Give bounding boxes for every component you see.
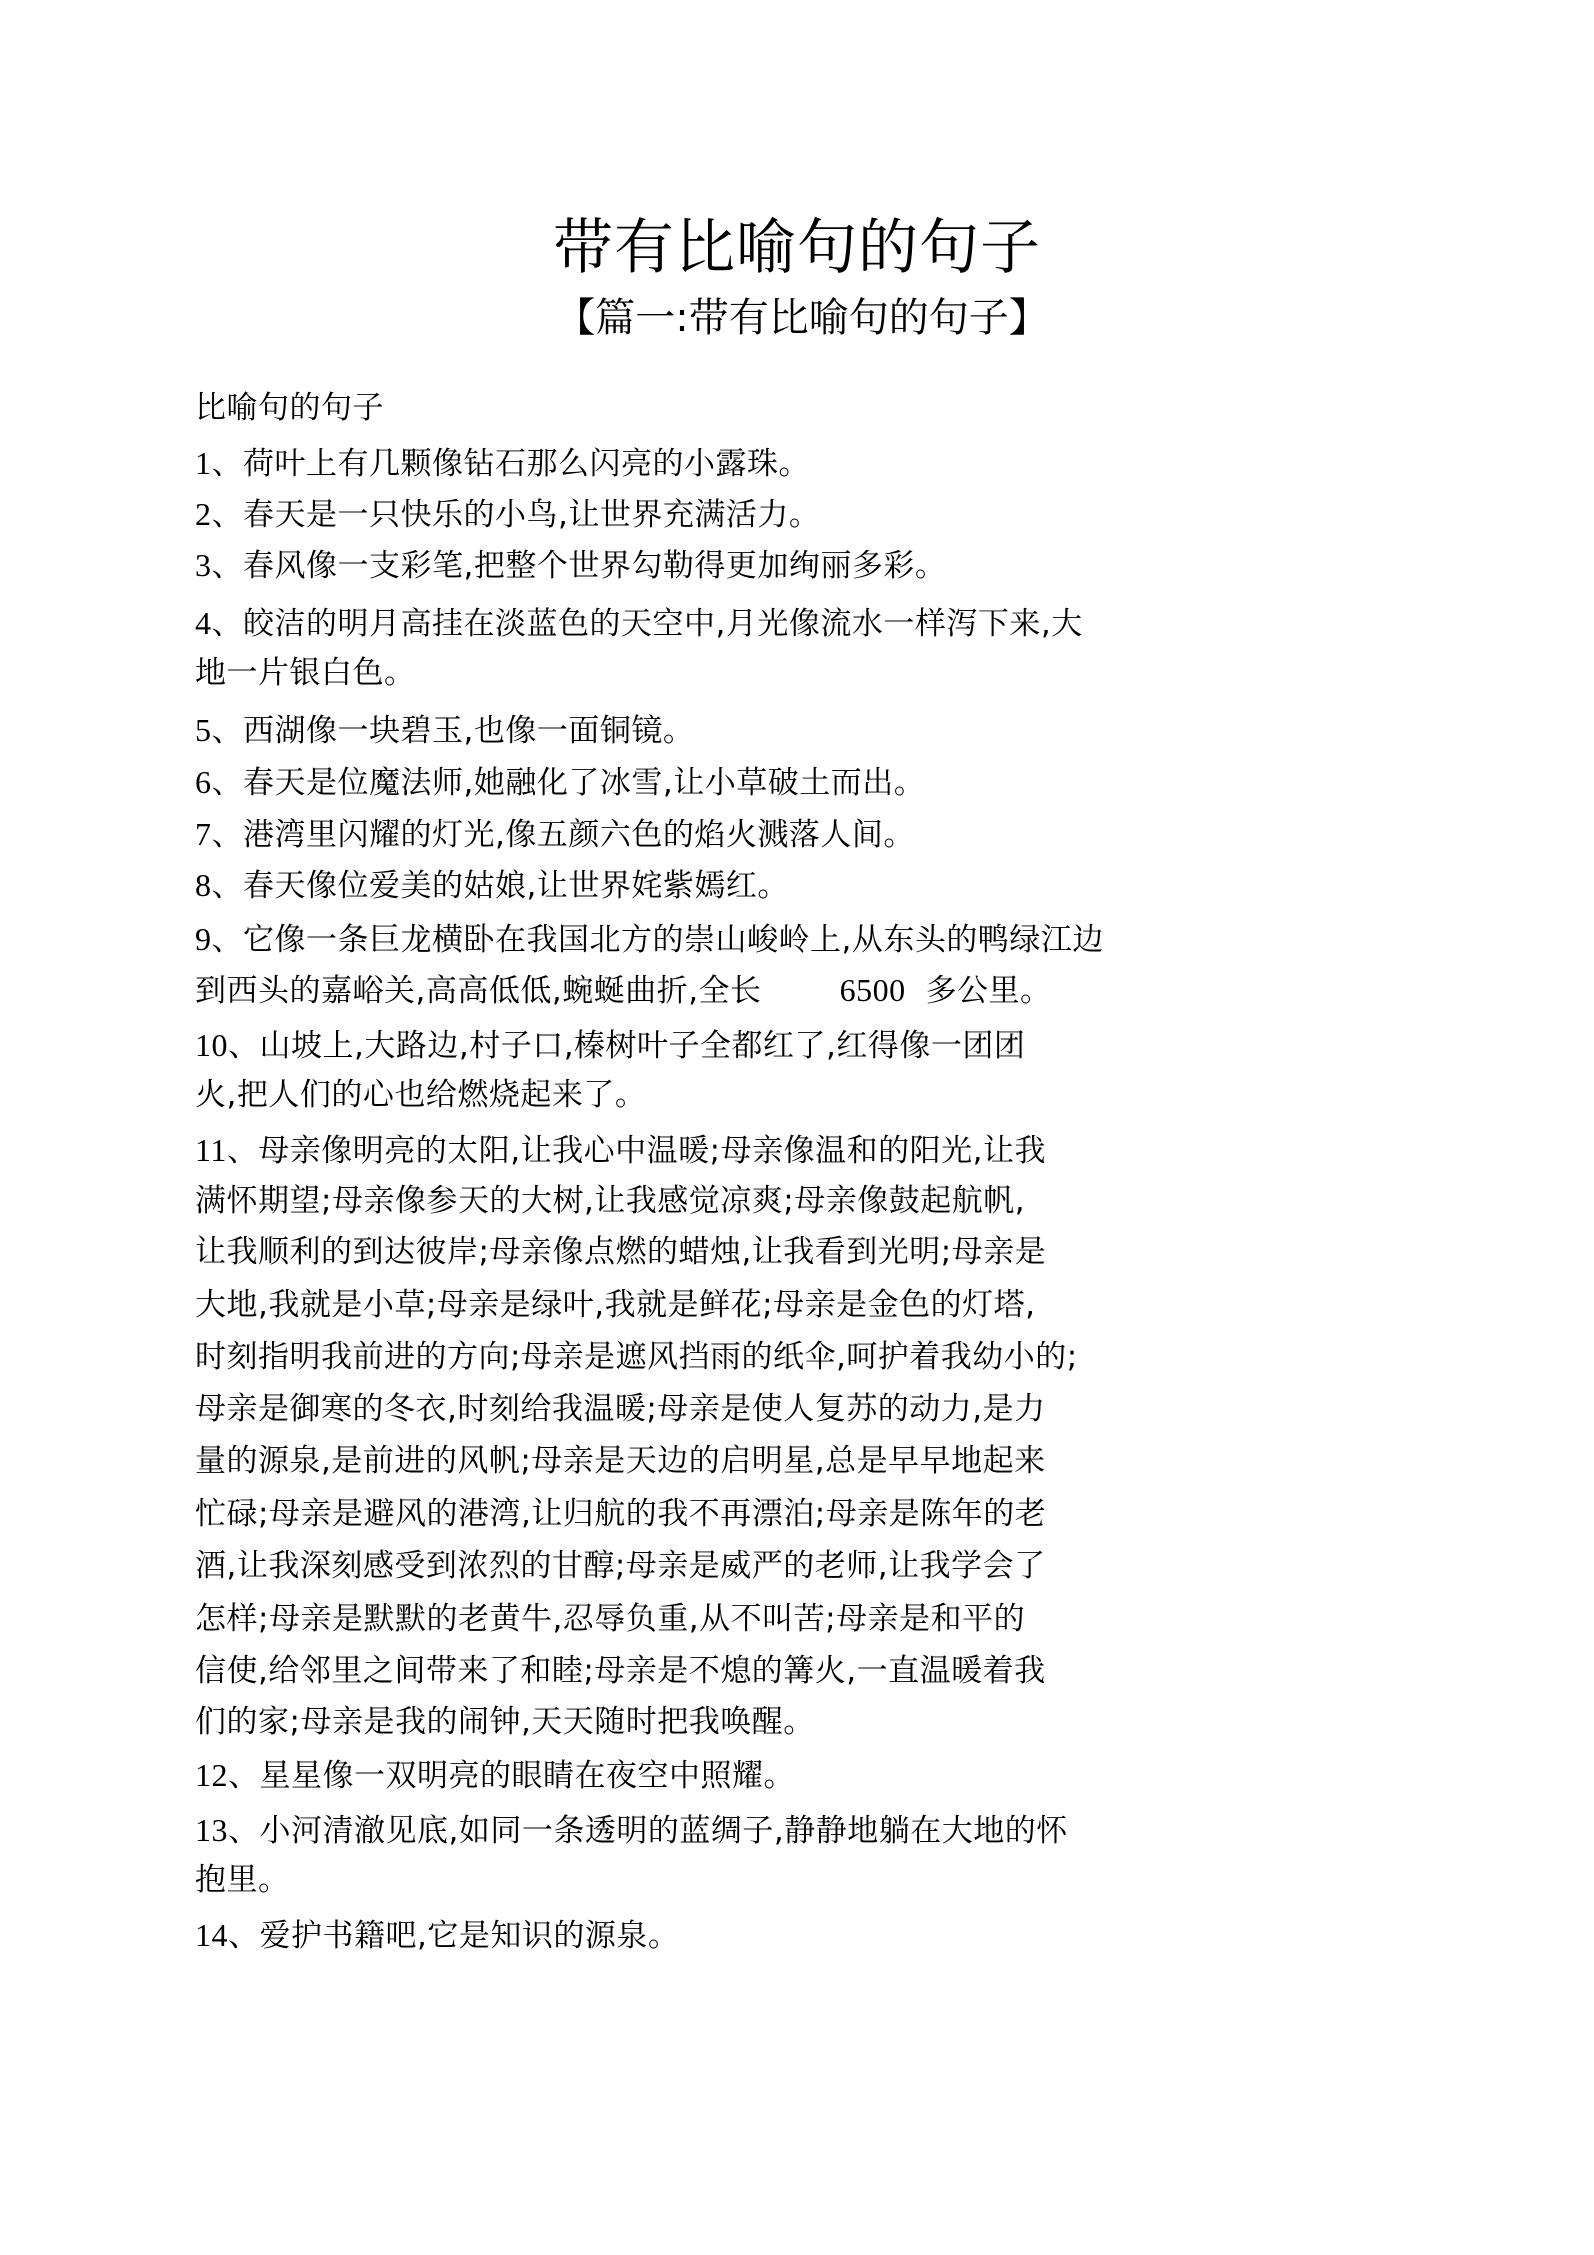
item-text: 、荷叶上有几颗像钻石那么闪亮的小露珠。 bbox=[211, 446, 810, 482]
item-text: 、春天是一只快乐的小鸟,让世界充满活力。 bbox=[211, 497, 821, 533]
item-text: 满怀期望;母亲像参天的大树,让我感觉凉爽;母亲像鼓起航帆, bbox=[195, 1183, 1026, 1219]
item-number: 2 bbox=[195, 496, 212, 532]
list-item-continuation bbox=[195, 1075, 646, 1115]
list-item-continuation bbox=[195, 1337, 1078, 1377]
item-text: 母亲是御寒的冬衣,时刻给我温暖;母亲是使人复苏的动力,是力 bbox=[195, 1391, 1046, 1427]
item-number: 4 bbox=[195, 605, 212, 641]
list-item-continuation bbox=[195, 1181, 1025, 1221]
item-text: 们的家;母亲是我的闹钟,天天随时把我唤醒。 bbox=[195, 1704, 815, 1740]
item-text: 、母亲像明亮的太阳,让我心中温暖;母亲像温和的阳光,让我 bbox=[226, 1133, 1046, 1169]
item-number: 8 bbox=[195, 867, 212, 903]
list-item-continuation bbox=[195, 653, 416, 693]
list-item bbox=[195, 1130, 1046, 1171]
list-item-continuation bbox=[195, 1389, 1046, 1429]
item-text: 到西头的嘉峪关,高高低低,蜿蜒曲折,全长 bbox=[195, 973, 762, 1009]
item-text: 、春天是位魔法师,她融化了冰雪,让小草破土而出。 bbox=[211, 765, 926, 801]
item-number: 3 bbox=[195, 547, 212, 583]
list-item-continuation bbox=[195, 1285, 1035, 1325]
item-number: 5 bbox=[195, 712, 212, 748]
item-text: 、它像一条巨龙横卧在我国北方的崇山峻岭上,从东头的鸭绿江边 bbox=[211, 922, 1104, 958]
item-text: 、星星像一双明亮的眼睛在夜空中照耀。 bbox=[228, 1758, 795, 1794]
item-text: 大地,我就是小草;母亲是绿叶,我就是鲜花;母亲是金色的灯塔, bbox=[195, 1287, 1036, 1323]
list-item bbox=[195, 919, 1104, 960]
section-heading: 比喻句的句子 bbox=[195, 390, 384, 426]
list-item-continuation bbox=[195, 1860, 290, 1900]
item-text: 、爱护书籍吧,它是知识的源泉。 bbox=[228, 1918, 680, 1954]
list-item-continuation bbox=[195, 970, 1052, 1011]
item-text: 、山坡上,大路边,村子口,榛树叶子全都红了,红得像一团团 bbox=[228, 1028, 1026, 1064]
document-title: 带有比喻句的句子 bbox=[553, 213, 1041, 283]
item-text: 怎样;母亲是默默的老黄牛,忍辱负重,从不叫苦;母亲是和平的 bbox=[195, 1601, 1026, 1637]
item-text: 火,把人们的心也给燃烧起来了。 bbox=[195, 1077, 647, 1113]
list-item bbox=[195, 443, 810, 484]
item-text: 酒,让我深刻感受到浓烈的甘醇;母亲是威严的老师,让我学会了 bbox=[195, 1548, 1046, 1584]
list-item bbox=[195, 710, 694, 751]
item-number: 1 bbox=[195, 445, 212, 481]
item-number: 7 bbox=[195, 816, 212, 852]
item-number: 12 bbox=[195, 1757, 228, 1793]
list-item-continuation bbox=[195, 1651, 1046, 1691]
length-number: 6500 bbox=[839, 972, 906, 1008]
item-text: 、港湾里闪耀的灯光,像五颜六色的焰火溅落人间。 bbox=[211, 817, 915, 853]
list-item bbox=[195, 762, 925, 803]
list-item bbox=[195, 865, 789, 906]
item-text: 、皎洁的明月高挂在淡蓝色的天空中,月光像流水一样泻下来,大 bbox=[211, 606, 1083, 642]
list-item bbox=[195, 1915, 679, 1956]
list-item bbox=[195, 1810, 1068, 1851]
item-text: 、春风像一支彩笔,把整个世界勾勒得更加绚丽多彩。 bbox=[211, 548, 947, 584]
item-text: 量的源泉,是前进的风帆;母亲是天边的启明星,总是早早地起来 bbox=[195, 1443, 1046, 1479]
item-number: 11 bbox=[195, 1132, 227, 1168]
item-number: 14 bbox=[195, 1917, 228, 1953]
list-item bbox=[195, 1755, 795, 1796]
item-text: 让我顺利的到达彼岸;母亲像点燃的蜡烛,让我看到光明;母亲是 bbox=[195, 1234, 1047, 1270]
document-subtitle: 【篇一:带有比喻句的句子】 bbox=[555, 295, 1049, 341]
list-item-continuation bbox=[195, 1232, 1046, 1272]
item-text-after: 多公里。 bbox=[925, 973, 1052, 1009]
list-item-continuation bbox=[195, 1546, 1046, 1586]
item-text: 忙碌;母亲是避风的港湾,让归航的我不再漂泊;母亲是陈年的老 bbox=[195, 1496, 1047, 1532]
item-text: 地一片银白色。 bbox=[195, 655, 416, 691]
list-item-continuation bbox=[195, 1599, 1025, 1639]
item-number: 13 bbox=[195, 1812, 228, 1848]
list-item bbox=[195, 814, 915, 855]
list-item-continuation bbox=[195, 1441, 1046, 1481]
list-item bbox=[195, 545, 946, 586]
item-text: 时刻指明我前进的方向;母亲是遮风挡雨的纸伞,呵护着我幼小的; bbox=[195, 1339, 1078, 1375]
list-item bbox=[195, 1025, 1025, 1066]
item-text: 、春天像位爱美的姑娘,让世界姹紫嫣红。 bbox=[211, 868, 789, 904]
item-number: 9 bbox=[195, 921, 212, 957]
item-text: 、西湖像一块碧玉,也像一面铜镜。 bbox=[211, 713, 695, 749]
item-number: 6 bbox=[195, 764, 212, 800]
list-item bbox=[195, 603, 1083, 644]
item-text: 信使,给邻里之间带来了和睦;母亲是不熄的篝火,一直温暖着我 bbox=[195, 1653, 1046, 1689]
list-item bbox=[195, 494, 820, 535]
item-text: 抱里。 bbox=[195, 1862, 290, 1898]
list-item-continuation bbox=[195, 1494, 1046, 1534]
list-item-continuation bbox=[195, 1702, 815, 1742]
item-text: 、小河清澈见底,如同一条透明的蓝绸子,静静地躺在大地的怀 bbox=[228, 1813, 1068, 1849]
item-number: 10 bbox=[195, 1027, 228, 1063]
